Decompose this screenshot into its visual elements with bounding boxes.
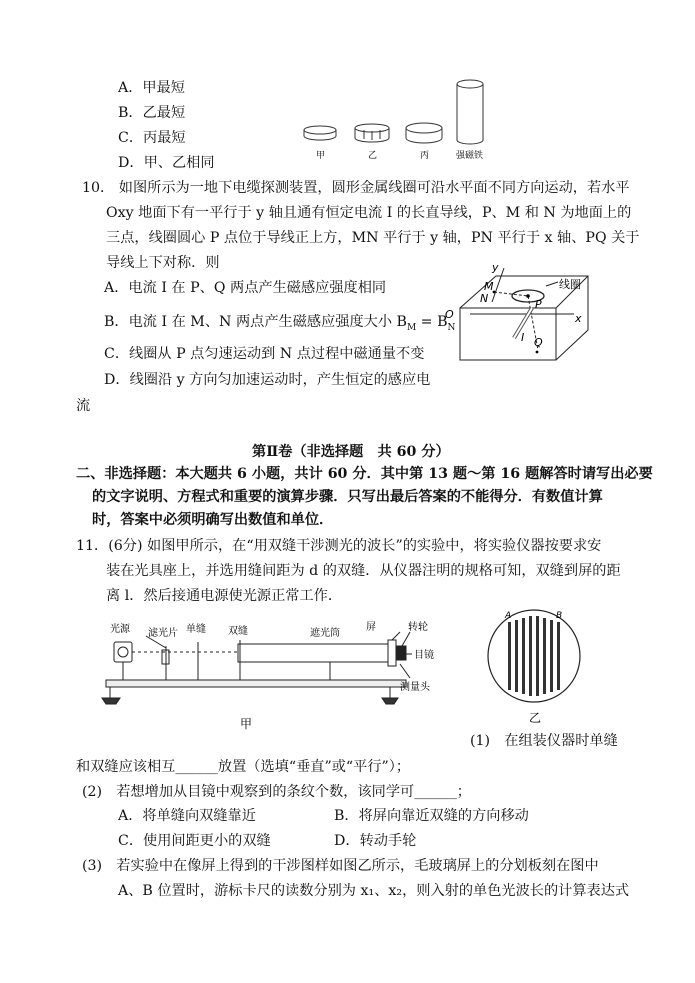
label-jia: 甲 (316, 151, 326, 161)
label-eyepiece: 目镜 (414, 650, 434, 661)
label-light-source: 光源 (110, 624, 130, 635)
q11-sub2-option-b: B．将屏向靠近双缝的方向移动 (334, 808, 529, 824)
label-wheel: 转轮 (408, 622, 428, 633)
fringe-label-a: A (505, 611, 512, 621)
fig-m: M (484, 280, 494, 293)
screen (388, 640, 396, 666)
eyepiece (396, 646, 406, 660)
q11-sub3-1: (3) 若实验中在像屏上得到的干涉图样如图乙所示，毛玻璃屏上的分划板刻在图中 (82, 858, 599, 874)
label-magnet: 强磁铁 (456, 151, 484, 161)
q11-intro-2: 装在光具座上，并选用缝间距为 d 的双缝．从仪器注明的规格可知，双缝到屏的距 (106, 563, 621, 579)
q11-sub2-option-a: A．将单缝向双缝靠近 (118, 808, 256, 824)
fringe-label-b: B (556, 611, 563, 621)
label-measuring-head: 测量头 (400, 682, 430, 693)
fig-x: x (575, 312, 582, 325)
q11-intro-3: 离 l．然后接通电源使光源正常工作． (106, 588, 343, 604)
q10-stem-1: 10． 如图所示为一地下电缆探测装置，圆形金属线圈可沿水平面不同方向运动，若水平 (82, 180, 630, 196)
label-single-slit: 单缝 (186, 624, 206, 635)
q10-option-a: A．电流 I 在 P、Q 两点产生磁感应强度相同 (104, 280, 387, 296)
q10-option-d-wrap: 流 (76, 398, 91, 414)
q11-sub1-tail: (1) 在组装仪器时单缝 (470, 733, 618, 749)
fringe-bars (508, 616, 560, 696)
fig-p: P (535, 298, 542, 311)
q10-option-c: C．线圈从 P 点匀速运动到 N 点过程中磁通量不变 (104, 346, 425, 362)
fig-q: Q (534, 336, 543, 349)
q11-apparatus-figure (100, 618, 450, 736)
q10-b-sub-m: M (406, 322, 417, 333)
q10-stem-3: 三点，线圈圆心 P 点位于导线正上方，MN 平行于 y 轴，PN 平行于 x 轴、PQ 关于 (106, 230, 640, 246)
fig-n: N (480, 292, 489, 305)
q10-figure (442, 262, 592, 364)
q11-sub2: (2) 若想增加从目镜中观察到的条纹个数，该同学可______； (82, 784, 471, 800)
q9-option-d: D．甲、乙相同 (118, 155, 215, 171)
ring-bing-top (406, 123, 442, 133)
section2-instr-1: 二、非选择题：本大题共 6 小题，共计 60 分．其中第 13 题～第 16 题解答时请写出必要 (76, 466, 653, 482)
ring-yi-top (355, 124, 389, 132)
q10-b-sub-n: N (447, 322, 456, 333)
q10-stem-4: 导线上下对称．则 (106, 255, 220, 271)
caption-yi: 乙 (529, 711, 542, 725)
fig-i: I (521, 331, 525, 344)
optical-bench (106, 680, 406, 687)
q11-sub1-line2: 和双缝应该相互______放置（选填“垂直”或“平行”）； (76, 759, 411, 775)
q10-b-eq: = B (416, 314, 448, 330)
section2-instr-3: 时，答案中必须明确写出数值和单位． (92, 512, 334, 528)
section2-instr-2: 的文字说明、方程式和重要的演算步骤．只写出最后答案的不能得分．有数值计算 (92, 489, 603, 505)
q11-sub2-option-c: C．使用间距更小的双缝 (118, 833, 271, 849)
caption-jia: 甲 (240, 717, 253, 731)
q11-sub3-2: A、B 位置时，游标卡尺的读数分别为 x₁、x₂，则入射的单色光波长的计算表达式 (118, 883, 630, 899)
label-tube: 遮光筒 (310, 628, 340, 639)
q9-option-c: C．丙最短 (118, 130, 186, 146)
q10-option-b (104, 312, 455, 338)
q10-stem-2: Oxy 地面下有一平行于 y 轴且通有恒定电流 I 的长直导线，P、M 和 N 为地面上的 (106, 205, 632, 221)
q10-option-b-text: B．电流 I 在 M、N 两点产生磁感应强度大小 B (104, 314, 407, 330)
q11-fringe-figure (484, 604, 584, 728)
q9-option-b: B．乙最短 (118, 105, 186, 121)
label-bing: 丙 (420, 151, 430, 161)
q10-option-d: D．线圈沿 y 方向匀加速运动时，产生恒定的感应电 (104, 372, 431, 388)
magnet-top (457, 80, 483, 88)
q11-intro-1: 11．(6分) 如图甲所示，在“用双缝干涉测光的波长”的实验中，将实验仪器按要求安 (76, 538, 602, 554)
label-double-slit: 双缝 (228, 626, 248, 637)
light-shield-tube (238, 644, 388, 662)
fig-y: y (492, 262, 499, 274)
q9-option-a: A．甲最短 (118, 80, 185, 96)
fringe-circle (488, 610, 580, 702)
fig-o: O (445, 308, 454, 321)
label-yi: 乙 (368, 151, 378, 161)
fig-coil: 线圈 (559, 278, 581, 291)
label-screen: 屏 (366, 622, 376, 633)
label-filter: 滤光片 (148, 628, 178, 639)
ring-jia-top (304, 126, 336, 134)
q9-figure (298, 78, 498, 166)
light-source (114, 642, 132, 662)
q11-sub2-option-d: D．转动手轮 (334, 833, 417, 849)
section2-title: 第Ⅱ卷（非选择题 共 60 分） (252, 444, 450, 460)
